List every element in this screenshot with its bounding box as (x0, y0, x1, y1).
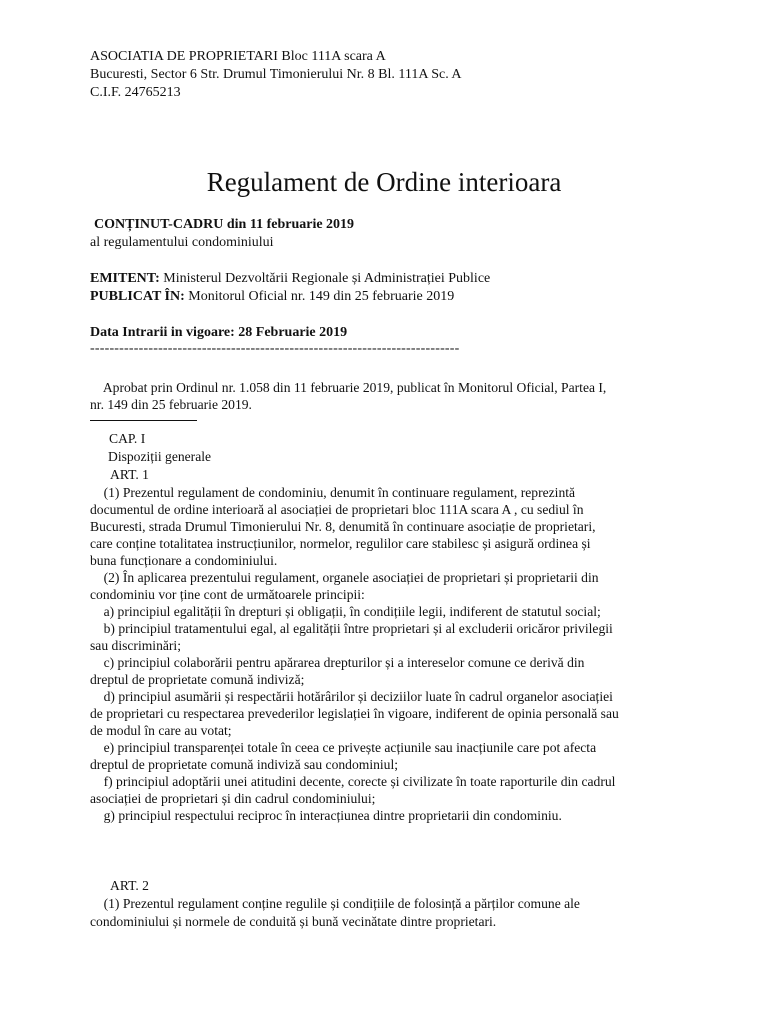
article-1-line: de proprietari cu respectarea prevederilor legislației în vigoare, indiferent de opinia personală sau (90, 706, 619, 721)
article-2-heading: ART. 2 (110, 878, 149, 893)
article-1-line: f) principiul adoptării unei atitudini decente, corecte și civilizate în toate raporturile din cadrul (90, 774, 616, 789)
article-1-line: e) principiul transparenței totale în ceea ce privește acțiunile sau inacțiunile care pot afecta (90, 740, 597, 755)
content-heading: CONȚINUT-CADRU din 11 februarie 2019 (94, 217, 355, 232)
article-1-line: c) principiul colaborării pentru apărarea drepturilor și a intereselor comune ce derivă din (90, 655, 585, 670)
article-1-line: (2) În aplicarea prezentului regulament, organele asociației de proprietari și proprietarii din (90, 570, 599, 585)
article-1-line: condominiu vor ține cont de următoarele principii: (90, 587, 365, 602)
association-name: ASOCIATIA DE PROPRIETARI Bloc 111A scara A (90, 49, 386, 64)
article-1-line: de modul în care au votat; (90, 723, 232, 738)
article-1-line: sau discriminări; (90, 638, 181, 653)
published-value: Monitorul Oficial nr. 149 din 25 februarie 2019 (184, 289, 455, 304)
article-1-line: buna funcționare a condominiului. (90, 553, 278, 568)
separator-dashes: ---------------------------------------------------------------------------- (90, 341, 460, 356)
issuer-value: Ministerul Dezvoltării Regionale și Administrației Publice (159, 271, 491, 286)
approval-line-1: Aprobat prin Ordinul nr. 1.058 din 11 februarie 2019, publicat în Monitorul Oficial, Partea I, (90, 380, 607, 395)
effective-date: Data Intrarii in vigoare: 28 Februarie 2019 (90, 325, 348, 340)
article-1-line: documentul de ordine interioară al asociației de proprietari bloc 111A scara A , cu sediul în (90, 502, 584, 517)
article-1-line: dreptul de proprietate comună indiviză; (90, 672, 305, 687)
approval-line-2: nr. 149 din 25 februarie 2019. (90, 397, 252, 412)
published-label: PUBLICAT ÎN: (90, 289, 185, 304)
chapter-heading: CAP. I (109, 431, 146, 446)
article-1-body (90, 484, 680, 824)
document-title: Regulament de Ordine interioara (206, 167, 562, 197)
article-1-line: (1) Prezentul regulament de condominiu, denumit în continuare regulament, reprezintă (90, 485, 576, 500)
article-1-line: care conține totalitatea instrucțiunilor, normelor, regulilor care stabilesc și asigură ordinea și (90, 536, 591, 551)
content-subheading: al regulamentului condominiului (90, 235, 274, 250)
article-1-heading: ART. 1 (110, 467, 149, 482)
association-cif: C.I.F. 24765213 (90, 85, 181, 100)
issuer-label: EMITENT: (90, 271, 160, 286)
article-1-line: d) principiul asumării și respectării hotărârilor și deciziilor luate în cadrul organelor asociației (90, 689, 613, 704)
article-2-line-1: (1) Prezentul regulament conține regulile și condițiile de folosință a părților comune ale (90, 896, 580, 911)
article-1-line: a) principiul egalității în drepturi și obligații, în condițiile legii, indiferent de statutul social; (90, 604, 601, 619)
article-1-line: asociației de proprietari și din cadrul condominiului; (90, 791, 376, 806)
article-1-line: g) principiul respectului reciproc în interacțiunea dintre proprietarii din condominiu. (90, 808, 562, 823)
issuer-line (90, 270, 490, 287)
article-2-line-2: condominiului și normele de conduită și bună vecinătate dintre proprietari. (90, 914, 497, 929)
footnote-rule (90, 420, 197, 421)
chapter-subtitle: Dispoziții generale (108, 449, 212, 464)
article-1-line: b) principiul tratamentului egal, al egalității între proprietari și al excluderii oricăror privilegii (90, 621, 613, 636)
article-1-line: dreptul de proprietate comună indiviză sau condominiul; (90, 757, 399, 772)
association-address: Bucuresti, Sector 6 Str. Drumul Timonierului Nr. 8 Bl. 111A Sc. A (90, 67, 462, 82)
published-line (90, 288, 454, 305)
article-1-line: Bucuresti, strada Drumul Timonierului Nr. 8, denumită în continuare asociație de proprietari, (90, 519, 596, 534)
